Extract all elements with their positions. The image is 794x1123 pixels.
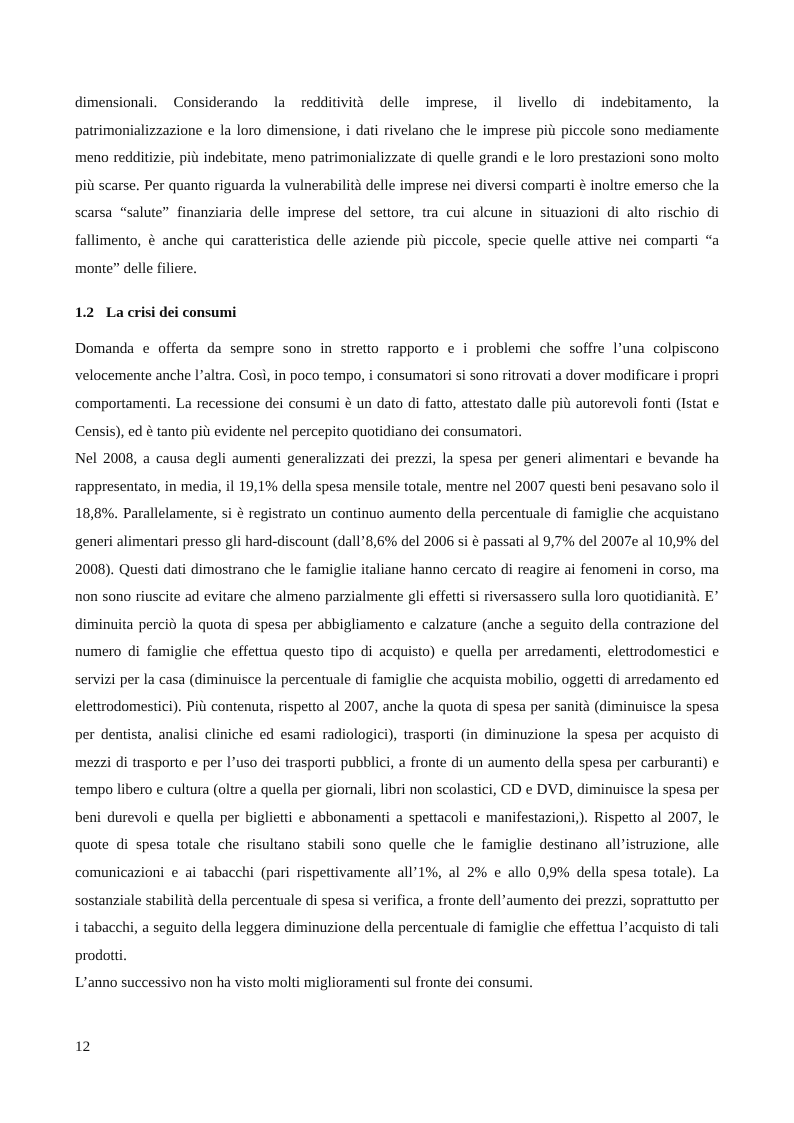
- document-page: [75, 89, 719, 997]
- page-number: 12: [75, 1038, 91, 1055]
- section-heading: [75, 299, 719, 327]
- section-title: La crisi dei consumi: [105, 304, 237, 322]
- intro-paragraph: dimensionali. Considerando la redditività delle imprese, il livello di indebitamento, la patrimonializzazione e la loro dimensione, i dati rivelano che le imprese più piccole sono mediamente meno redditizie, più indebitate, meno patrimonializzate di quelle grandi e le loro prestazioni sono molto più scarse. Per quanto riguarda la vulnerabilità delle imprese nei diversi comparti è inoltre emerso che la scarsa “salute” finanziaria delle imprese del settore, tra cui alcune in situazioni di alto rischio di fallimento, è anche qui caratteristica delle aziende più piccole, specie quelle attive nei comparti “a monte” delle filiere.: [75, 94, 719, 277]
- paragraph-3: L’anno successivo non ha visto molti miglioramenti sul fronte dei consumi.: [75, 974, 533, 992]
- paragraph-1: Domanda e offerta da sempre sono in stretto rapporto e i problemi che soffre l’una colpiscono velocemente anche l’altra. Così, in poco tempo, i consumatori si sono ritrovati a dover modificare i propri comportamenti. La recessione dei consumi è un dato di fatto, attestato dalle più autorevoli fonti (Istat e Censis), ed è tanto più evidente nel percepito quotidiano dei consumatori.: [75, 339, 719, 440]
- section-number: 1.2: [75, 304, 94, 322]
- paragraph-2: Nel 2008, a causa degli aumenti generalizzati dei prezzi, la spesa per generi alimentari e bevande ha rappresentato, in media, il 19,1% della spesa mensile totale, mentre nel 2007 questi beni pesavano solo il 18,8%. Parallelamente, si è registrato un continuo aumento della percentuale di famiglie che acquistano generi alimentari presso gli hard-discount (dall’8,6% del 2006 si è passati al 9,7% del 2007e al 10,9% del 2008). Questi dati dimostrano che le famiglie italiane hanno cercato di reagire ai fenomeni in corso, ma non sono riuscite ad evitare che almeno parzialmente gli effetti si riversassero sulla loro quotidianità. E’ diminuita perciò la quota di spesa per abbigliamento e calzature (anche a seguito della contrazione del numero di famiglie che effettua questo tipo di acquisto) e quella per arredamenti, elettrodomestici e servizi per la casa (diminuisce la percentuale di famiglie che acquista mobilio, oggetti di arredamento ed elettrodomestici). Più contenuta, rispetto al 2007, anche la quota di spesa per sanità (diminuisce la spesa per dentista, analisi cliniche ed esami radiologici), trasporti (in diminuzione la spesa per acquisto di mezzi di trasporto e per l’uso dei trasporti pubblici, a fronte di un aumento della spesa per carburanti) e tempo libero e cultura (oltre a quella per giornali, libri non scolastici, CD e DVD, diminuisce la spesa per beni durevoli e quella per biglietti e abbonamenti a spettacoli e manifestazioni,). Rispetto al 2007, le quote di spesa totale che risultano stabili sono quelle che le famiglie destinano all’istruzione, alle comunicazioni e ai tabacchi (pari rispettivamente all’1%, al 2% e allo 0,9% della spesa totale). La sostanziale stabilità della percentuale di spesa si verifica, a fronte dell’aumento dei prezzi, soprattutto per i tabacchi, a seguito della leggera diminuzione della percentuale di famiglie che effettua l’acquisto di tali prodotti.: [75, 450, 719, 964]
